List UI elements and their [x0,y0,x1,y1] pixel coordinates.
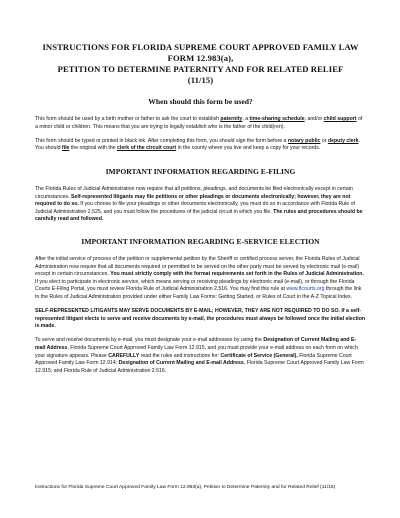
text-run: , Florida Supreme Court Approved Family Law Form 12.915; and Florida Rule of Judicial Administration 2.516. [35,360,364,374]
bold-run: Designation of Current Mailing and E-mail Address [35,337,357,352]
text-run: , and/or [304,116,324,122]
eservice-paragraph-1 [35,256,366,302]
document-title [41,42,360,86]
title-line-1: INSTRUCTIONS FOR FLORIDA SUPREME COURT APPROVED FAMILY LAW [42,42,359,52]
term-time-sharing-schedule: time-sharing schedule [249,116,305,122]
eservice-heading: IMPORTANT INFORMATION REGARDING E-SERVICE ELECTION [81,236,320,246]
page-footer: Instructions for Florida Supreme Court Approved Family Law Form 12.983(a), Petition to Determine Paternity and for Related Relief (11/15) [35,485,336,490]
term-notary-public: notary public [287,137,321,144]
bold-run: CAREFULLY [108,352,140,359]
term-clerk-of-circuit-court: clerk of the circuit court [117,145,177,152]
eservice-paragraph-2: SELF-REPRESENTED LITIGANTS MAY SERVE DOCUMENTS BY E-MAIL; HOWEVER, THEY ARE NOT REQUIRED TO DO SO. If a self-represented litigant elects to serve and receive documents by e-mail, the procedures must always be followed once the initial election is made. [35,308,366,330]
flcourts-link[interactable]: www.flcourts.org [286,286,325,293]
title-line-2: FORM 12.983(a), [167,53,234,63]
text-run: in the county where you live and keep a copy for your records. [176,145,321,152]
bold-run: Designation of Current Mailing and E-mail Address [118,360,244,367]
text-run: , a [242,116,250,122]
term-child-support: child support [323,116,357,122]
efiling-heading: IMPORTANT INFORMATION REGARDING E-FILING [105,166,296,176]
text-run: If you elect to participate in electronic service, which means serving or receiving pleadings by electronic mail (e-mail), or through the Florida Courts E-Filing Portal, you must review Florida Rule of Judicial Administration 2.516. You may find this rule at [35,278,355,293]
text-run: read the rules and instructions for: [139,352,221,359]
text-run: Florida Supreme Court Approved Family Law Form 12.914; [35,352,352,367]
eservice-paragraph-3 [35,337,366,375]
when-heading: When should this form be used? [148,97,253,106]
bold-run: Self-represented litigants may file petitions or other pleadings or documents electronically; however, they are not required to do so. [35,193,351,208]
text-run: If you choose to file your pleadings or other documents electronically, you must do so in accordance with Florida Rule of Judicial Administration 2.525, and you must follow the procedures of the judicial circuit in which you file. [35,201,355,215]
text-run: After the initial service of process of the petition or supplemental petition by the Sheriff or certified process server, the Florida Rules of Judicial Administration now require that all documents required or permitted to be served on the other party must be served by electronic mail (e-mail) except in certain circumstances. [35,255,360,278]
title-line-4: (11/15) [187,75,214,85]
bold-run: Certificate of Service (General), [220,352,298,359]
bold-run: You must strictly comply with the format requirements set forth in the Rules of Judicial Administration. [110,271,364,278]
term-deputy-clerk: deputy clerk [327,137,359,144]
title-line-3: PETITION TO DETERMINE PATERNITY AND FOR RELATED RELIEF [57,64,344,74]
term-file: file [61,145,70,152]
text-run: the original with the [69,145,118,152]
text-run: The Florida Rules of Judicial Administration now require that all petitions, pleadings, and documents be filed electronically except in certain circumstances. [35,185,353,200]
term-paternity: paternity [220,116,243,122]
when-paragraph-2 [35,138,366,153]
bold-run: The rules and procedures should be carefully read and followed. [35,208,363,223]
efiling-paragraph [35,186,366,224]
text-run: . You should [35,137,360,152]
text-run: This form should be used by a birth mother or father to ask the court to establish [35,116,221,122]
text-run: , Florida Supreme Court Approved Family Law Form 12.915, and you must provide your e-mail address on each form on which your signature appears. Please [35,345,358,359]
text-run: of a minor child or children. This means that you are trying to legally establish who is the father of the child(ren). [35,116,363,130]
text-run: or [320,137,328,144]
when-paragraph-1 [35,116,366,131]
text-run: through the link to the Rules of Judicial Administration provided under either Family Law Forms: Getting Started, or Rules of Court in the A-Z Topical Index. [35,286,362,300]
text-run: To serve and receive documents by e-mail, you must designate your e-mail addresses by using the [35,337,264,344]
text-run: This form should be typed or printed in black ink. After completing this form, you should sign the form before a [35,137,288,144]
